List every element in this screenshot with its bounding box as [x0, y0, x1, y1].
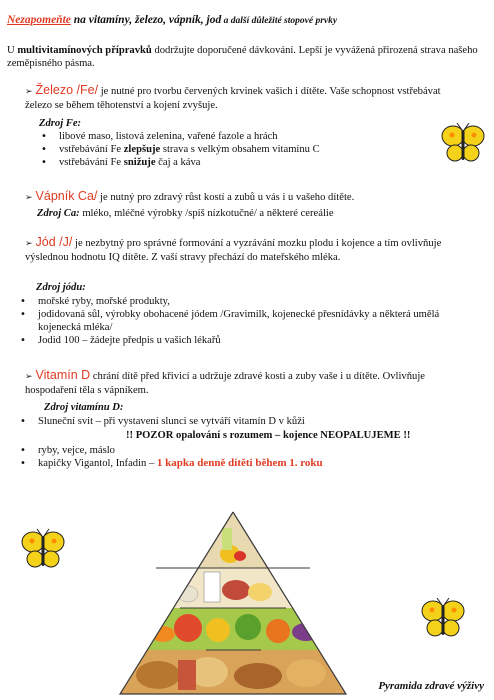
list-item: • kapičky Vigantol, Infadin – 1 kapka denně dítěti během 1. roku: [18, 457, 478, 470]
intro-pre: U: [7, 45, 18, 56]
page-title: [7, 14, 491, 26]
vitamin-d-source-label: Zdroj vitamínu D:: [44, 402, 124, 413]
title-lead: Nezapomeňte: [7, 14, 71, 26]
iodine-source-list: [18, 295, 468, 347]
iron-text: je nutné pro tvorbu červených krvinek vašich i dítěte. Vaše schopnost vstřebávat železo se během těhotenství a kojení zvyšuje.: [25, 86, 441, 111]
title-tail: a další důležité stopové prvky: [221, 16, 338, 26]
arrow-bullet-icon: ➢: [25, 193, 33, 203]
list-item: • Jodid 100 – žádejte předpis u vašich lékařů: [18, 334, 468, 347]
list-item: • jodidovaná sůl, výrobky obohacené jódem /Gravimilk, kojenecké přesnídávky a některá umělá kojenecká mléka/: [18, 308, 468, 334]
calcium-name: Vápník Ca/: [35, 189, 98, 203]
list-item: • libové maso, listová zelenina, vařené fazole a hrách: [39, 130, 445, 143]
pyramid-label: Pyramida zdravé výživy: [378, 680, 484, 692]
intro-post: dodržujte doporučené dávkování. Lepší je vyvážená přirozená strava našeho zeměpisného pásma.: [7, 45, 478, 69]
iodine-source-label: Zdroj jódu:: [36, 282, 86, 293]
list-item: • vstřebávání Fe zlepšuje strava s velkým obsahem vitamínu C: [39, 143, 445, 156]
arrow-bullet-icon: ➢: [25, 239, 33, 249]
list-item: • ryby, vejce, máslo: [18, 444, 478, 457]
iodine-name: Jód /J/: [35, 235, 73, 249]
vitamin-d-warning: !! POZOR opalování s rozumem – kojence NEOPALUJEME !!: [126, 430, 411, 441]
arrow-bullet-icon: ➢: [25, 372, 33, 382]
food-pyramid-icon: [118, 510, 348, 696]
vitamin-d-source-list-2: [18, 444, 478, 470]
vitamin-d-name: Vitamín D: [35, 368, 91, 382]
iron-section: [25, 84, 445, 169]
calcium-source: Zdroj Ca: mléko, mléčné výrobky /spíš nízkotučné/ a některé cereálie: [37, 208, 334, 219]
butterfly-icon: [440, 122, 486, 166]
calcium-text: je nutný pro zdravý růst kostí a zubů u vás i u vašeho dítěte.: [97, 192, 355, 203]
list-item: • mořské ryby, mořské produkty,: [18, 295, 468, 308]
arrow-bullet-icon: ➢: [25, 87, 33, 97]
list-item: • Sluneční svit – při vystavení slunci se vytváří vitamín D v kůži: [18, 415, 478, 428]
iron-source-label: Zdroj Fe:: [39, 118, 82, 129]
intro-bold: multivitamínových přípravků: [17, 45, 152, 56]
butterfly-icon: [20, 528, 66, 572]
vitamin-d-source-list: [18, 415, 478, 428]
iodine-section: [25, 236, 465, 264]
vitamin-d-section: [25, 369, 470, 397]
intro-paragraph: [7, 44, 485, 70]
iodine-text: je nezbytný pro správné formování a vyzrávání mozku plodu i kojence a tím ovlivňuje výslednou hodnotu IQ dítěte. Z vaší stravy přechází do mateřského mléka.: [25, 238, 442, 263]
title-main: na vitamíny, železo, vápník, jod: [70, 14, 222, 26]
list-item: • vstřebávání Fe snižuje čaj a káva: [39, 156, 445, 169]
iron-source-list: [25, 130, 445, 169]
vitamin-d-text: chrání dítě před křivicí a udržuje zdravé kosti a zuby vaše i u dítěte. Ovlivňuje hospodaření těla s vápníkem.: [25, 371, 425, 396]
butterfly-icon: [420, 597, 466, 641]
iron-name: Železo /Fe/: [35, 83, 99, 97]
calcium-section: [25, 190, 455, 220]
